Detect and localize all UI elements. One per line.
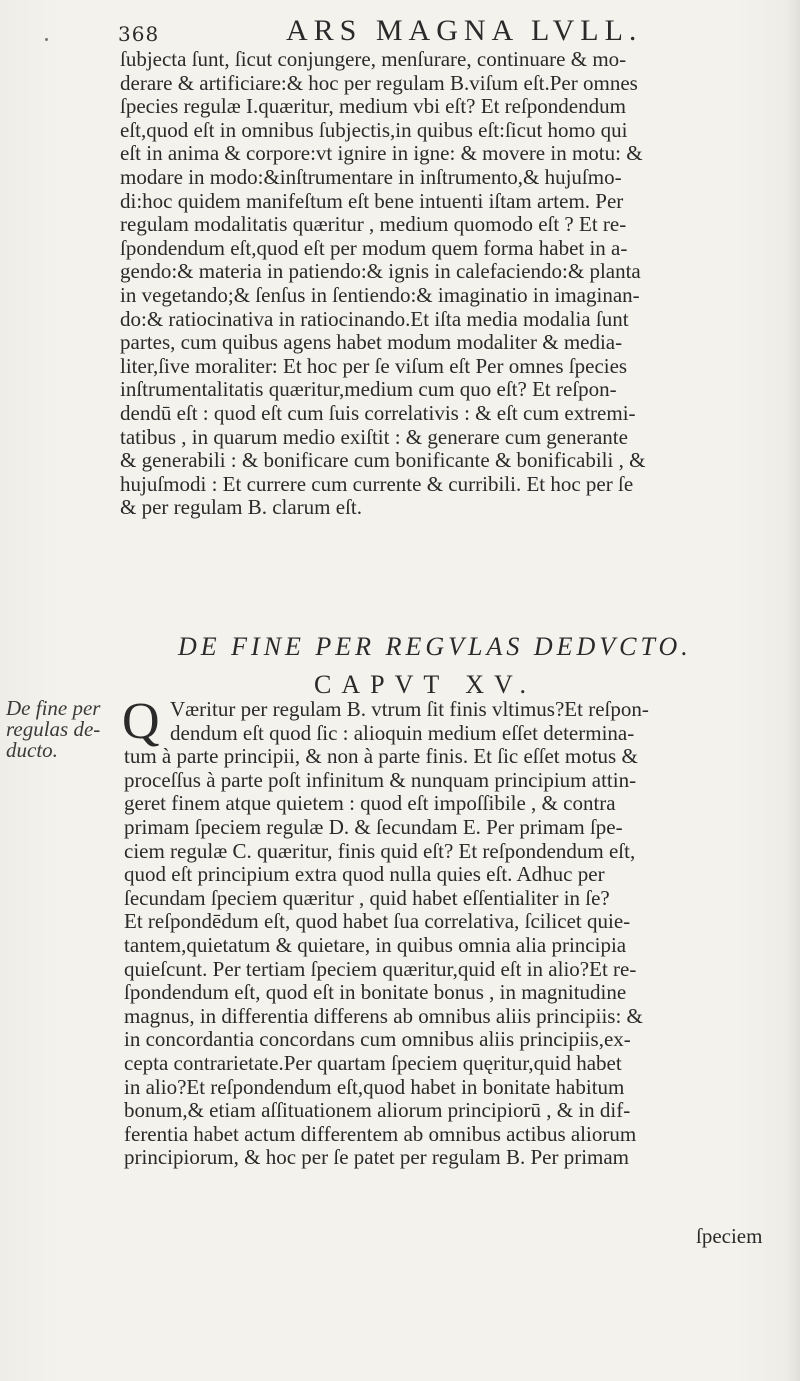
text-line: ſubjecta ſunt, ſicut conjungere, menſurare, continuare & mo- — [120, 48, 627, 71]
text-line: partes, cum quibus agens habet modum modaliter & media- — [120, 331, 623, 355]
text-line: Et reſpondēdum eſt, quod habet ſua correlativa, ſcilicet quie- — [124, 910, 631, 934]
text-line: in concordantia concordans cum omnibus aliis principiis,ex- — [124, 1028, 631, 1052]
text-line: quieſcunt. Per tertiam ſpeciem quæritur,quid eſt in alio?Et re- — [124, 957, 637, 981]
text-line: dendum eſt quod ſic : alioquin medium eſſet determina- — [170, 721, 635, 745]
text-line: hujuſmodi : Et currere cum currente & curribili. Et hoc per ſe — [120, 472, 634, 496]
text-line: dendū eſt : quod eſt cum ſuis correlativis : & eſt cum extremi- — [120, 401, 636, 425]
page-number: 368 — [118, 22, 160, 46]
margin-note-line: regulas de- — [6, 717, 101, 741]
text-line: inſtrumentalitatis quæritur,medium cum quo eſt? Et reſpon- — [120, 378, 617, 402]
running-head: ARS MAGNA LVLL. — [286, 14, 643, 47]
text-line: in vegetando;& ſenſus in ſentiendo:& imaginatio in imaginan- — [120, 283, 640, 307]
text-line: di:hoc quidem manifeſtum eſt bene intuenti iſtam artem. Per — [120, 189, 624, 213]
section-title: DE FINE PER REGVLAS DEDVCTO. — [178, 632, 692, 661]
body-text — [120, 48, 756, 520]
text-line: cepta contrarietate.Per quartam ſpeciem quęritur,quid habet — [124, 1051, 622, 1075]
text-line: tum à parte principii, & non à parte finis. Et ſic eſſet motus & — [124, 745, 638, 769]
margin-note-line: De fine per — [6, 696, 101, 720]
catchword: ſpeciem — [696, 1224, 763, 1248]
text-line: ſpecies regulæ I.quæritur, medium vbi eſt? Et reſpondendum — [120, 95, 626, 119]
text-line: in alio?Et reſpondendum eſt,quod habet in bonitate habitum — [124, 1075, 625, 1099]
text-line: & per regulam B. clarum eſt. — [120, 496, 363, 520]
text-line: quod eſt principium extra quod nulla quies eſt. Adhuc per — [124, 863, 605, 887]
text-line: ſecundam ſpeciem quæritur , quid habet eſſentialiter in ſe? — [124, 886, 610, 910]
text-line: & generabili : & bonificare cum bonificante & bonificabili , & — [120, 449, 646, 473]
margin-note — [6, 698, 116, 761]
chapter-title: CAPVT XV. — [314, 670, 536, 699]
text-line: proceſſus à parte poſt infinitum & nunquam principium attin- — [124, 768, 637, 792]
page-edge-shadow — [786, 0, 800, 1381]
text-line: tantem,quietatum & quietare, in quibus omnia alia principia — [124, 933, 627, 957]
text-line: eſt in anima & corpore:vt ignire in igne: & movere in motu: & — [120, 142, 643, 166]
text-line: ſpondendum eſt, quod eſt in bonitate bonus , in magnitudine — [124, 981, 627, 1005]
text-line: primam ſpeciem regulæ D. & ſecundam E. Per primam ſpe- — [124, 815, 623, 839]
text-line: magnus, in differentia differens ab omnibus aliis principiis: & — [124, 1004, 643, 1028]
text-line: tatibus , in quarum medio exiſtit : & generare cum generante — [120, 425, 628, 449]
drop-cap-block — [122, 693, 760, 750]
page-header — [118, 8, 740, 48]
text-line: Væritur per regulam B. vtrum ſit finis vltimus?Et reſpon- — [170, 698, 649, 721]
text-line: derare & artificiare:& hoc per regulam B.viſum eſt.Per omnes — [120, 71, 638, 95]
text-line: geret finem atque quietem : quod eſt impoſſibile , & contra — [124, 792, 616, 816]
text-line: ſpondendum eſt,quod eſt per modum quem forma habet in a- — [120, 236, 628, 260]
text-line: modare in modo:&inſtrumentare in inſtrumento,& hujuſmo- — [120, 165, 622, 189]
drop-cap: Q — [122, 693, 160, 750]
text-line: bonum,& etiam aſſituationem aliorum principiorū , & in dif- — [124, 1099, 631, 1123]
text-line: gendo:& materia in patiendo:& ignis in calefaciendo:& planta — [120, 260, 641, 284]
text-line: regulam modalitatis quæritur , medium quomodo eſt ? Et re- — [120, 213, 627, 237]
ink-dot-mark — [45, 38, 48, 41]
text-line: ferentia habet actum differentem ab omnibus actibus aliorum — [124, 1122, 637, 1146]
text-line: liter,ſive moraliter: Et hoc per ſe viſum eſt Per omnes ſpecies — [120, 354, 628, 378]
text-line: principiorum, & hoc per ſe patet per regulam B. Per primam — [124, 1146, 630, 1170]
chapter-text — [122, 693, 760, 1170]
text-line: eſt,quod eſt in omnibus ſubjectis,in quibus eſt:ſicut homo qui — [120, 118, 628, 142]
text-line: ciem regulæ C. quæritur, finis quid eſt? Et reſpondendum eſt, — [124, 839, 636, 863]
text-line: do:& ratiocinativa in ratiocinando.Et iſta media modalia ſunt — [120, 307, 629, 331]
margin-note-line: ducto. — [6, 738, 58, 762]
